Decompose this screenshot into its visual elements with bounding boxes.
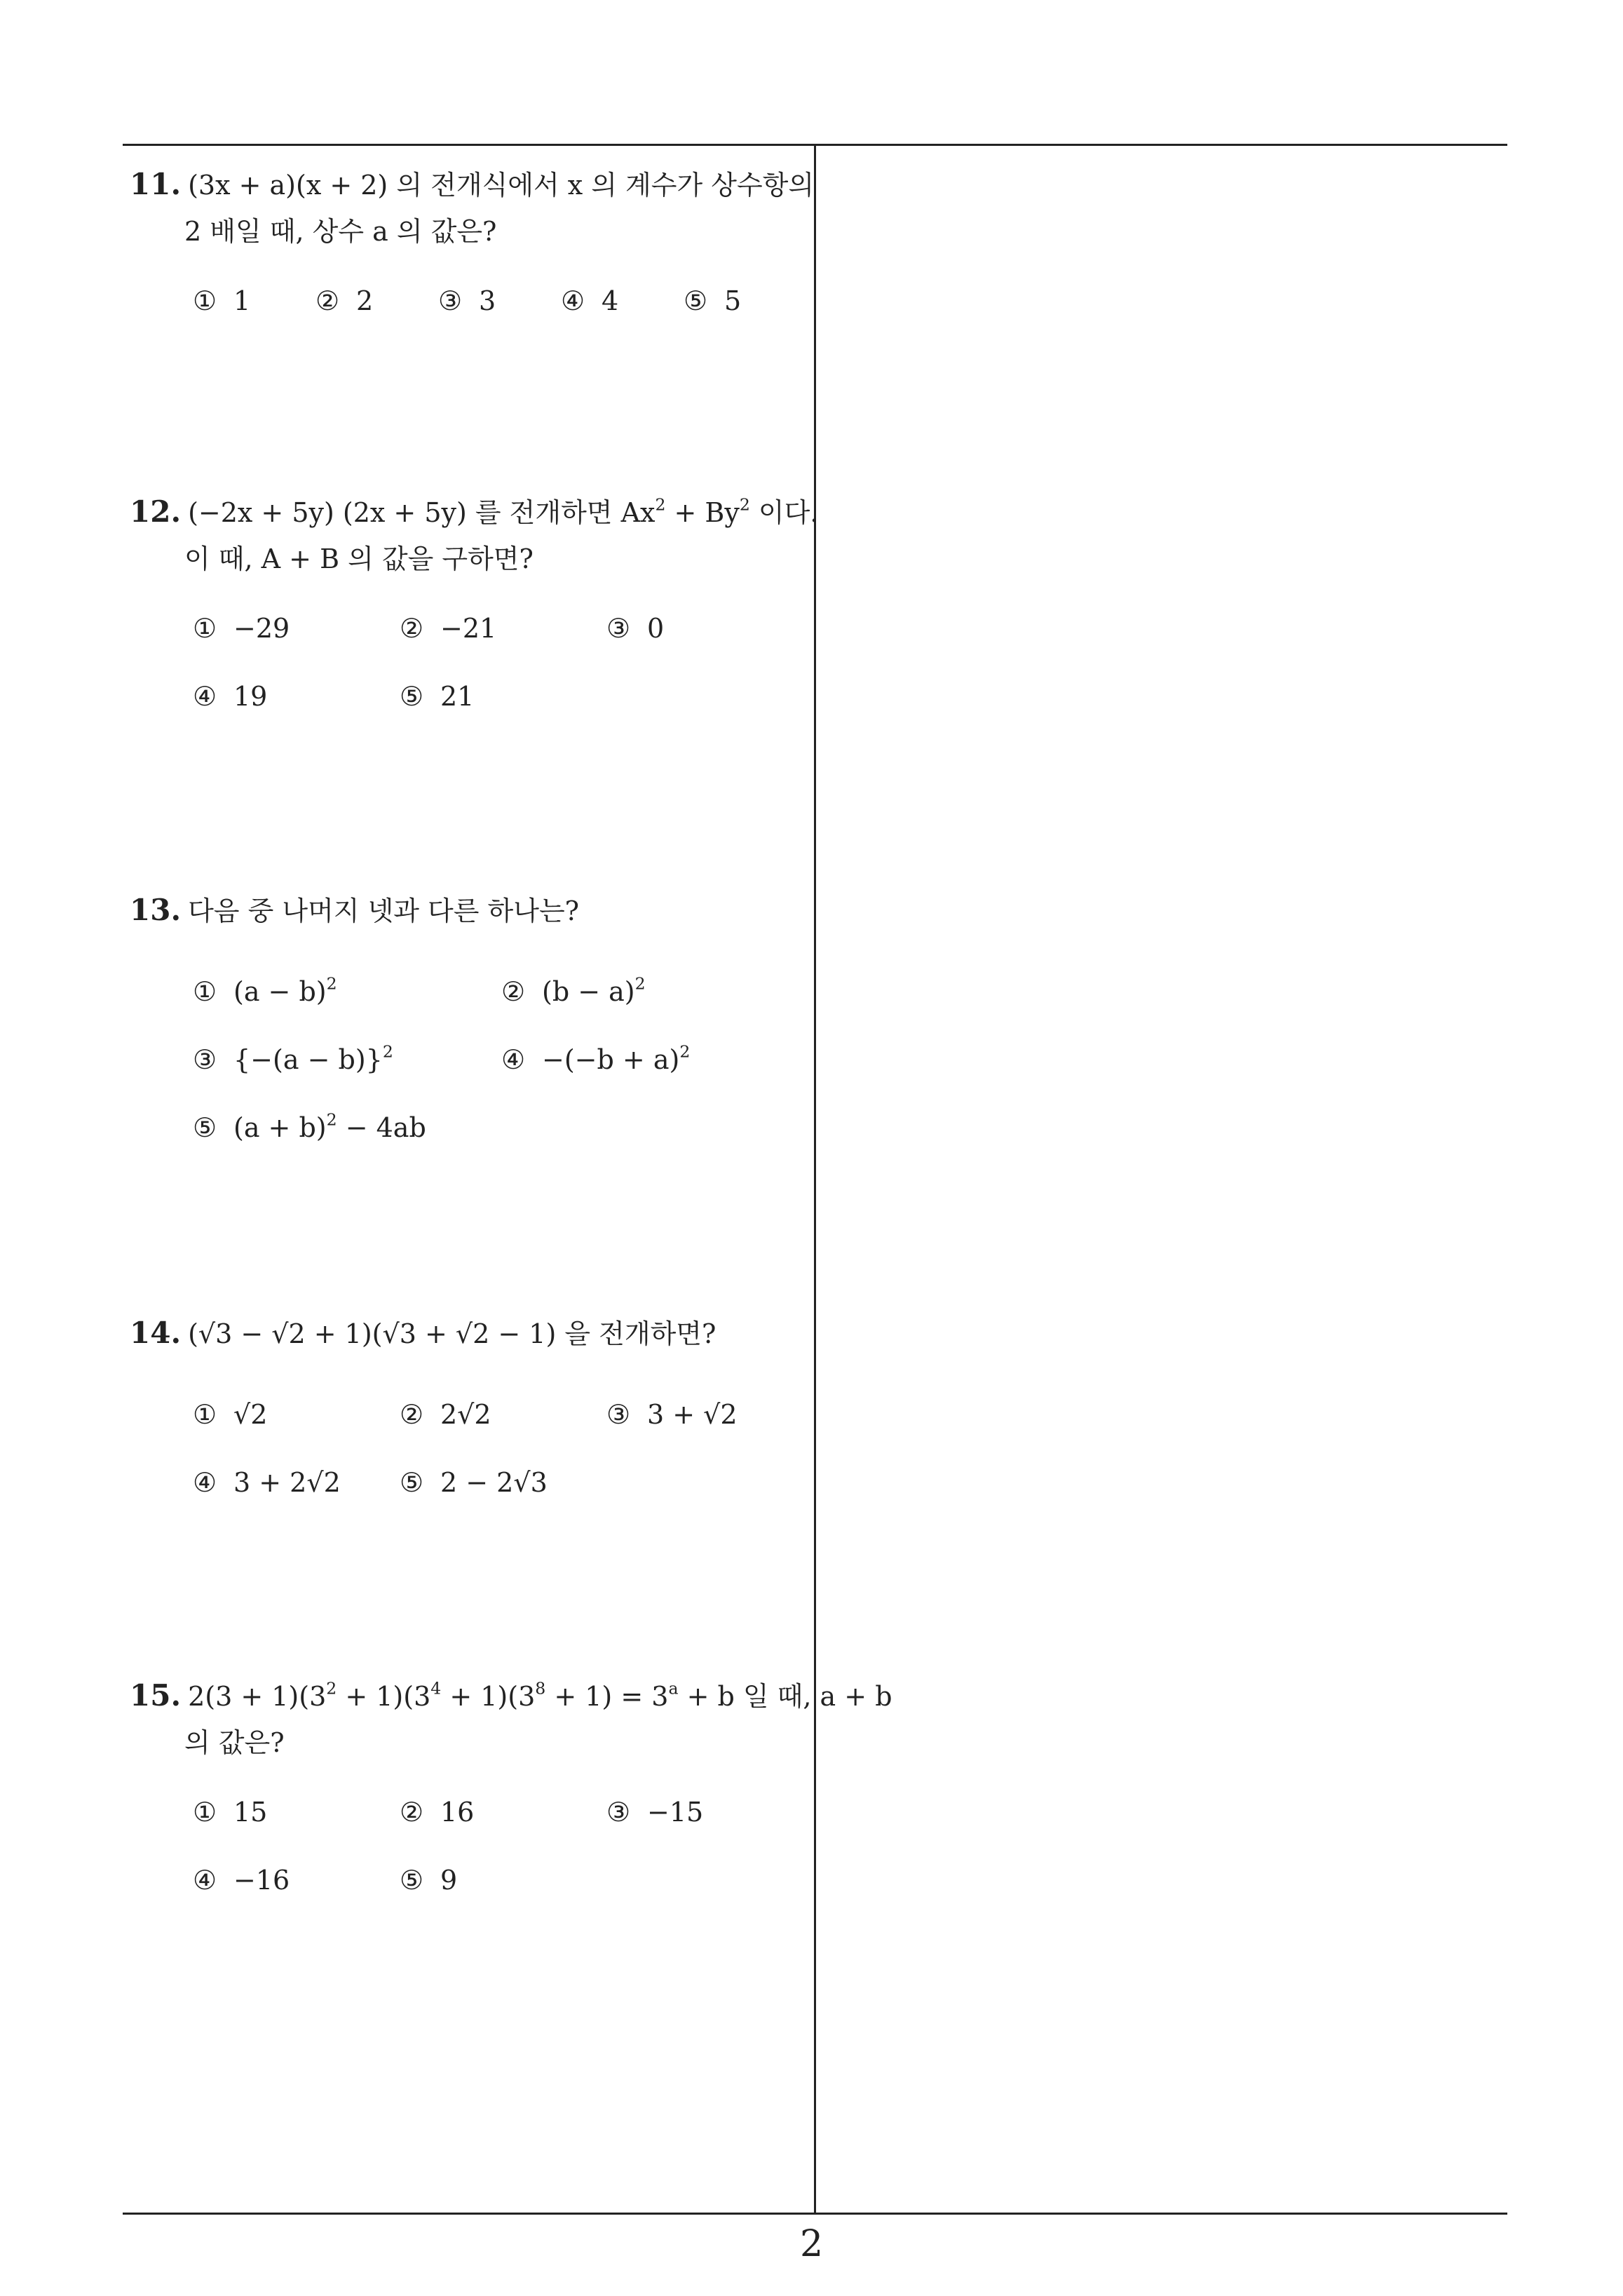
choice-2[interactable]: ② $(b - a)^2$ xyxy=(501,973,646,1007)
question-line: 15. $2(3 + 1)(3^2 + 1)(3^4 + 1)(3^8 + 1) = 3^a + b$ 일 때, a + b xyxy=(130,1678,892,1713)
choice-2[interactable]: ② −21 xyxy=(400,613,497,644)
choice-2[interactable]: ② 2 xyxy=(315,285,374,316)
problem-14 xyxy=(130,1310,806,1511)
choice-3[interactable]: ③ 3 + √2 xyxy=(606,1399,738,1430)
choice-3[interactable]: ③ $\{-(a - b)\}^2$ xyxy=(193,1041,393,1075)
choices xyxy=(130,285,806,327)
choice-3[interactable]: ③ −15 xyxy=(606,1797,704,1828)
question-text: (3x + a)(x + 2) 의 전개식에서 x 의 계수가 상수항의 xyxy=(188,170,815,201)
question-line xyxy=(130,1310,806,1357)
problem-13 xyxy=(130,887,806,1152)
choice-1[interactable]: ① −29 xyxy=(193,613,290,644)
question-text-cont: 2 배일 때, 상수 a 의 값은? xyxy=(184,216,497,247)
choices xyxy=(130,973,806,1152)
page-number: 2 xyxy=(799,2223,824,2265)
choice-4[interactable]: ④ $-(-b + a)^2$ xyxy=(501,1041,691,1075)
problem-number: 11. xyxy=(130,167,182,201)
problem-15 xyxy=(130,1673,892,1909)
question-line: 12. (−2x + 5y) (2x + 5y) 를 전개하면 $Ax^2 + By^2$ 이다. xyxy=(130,494,819,529)
choice-5[interactable]: ⑤ 21 xyxy=(400,681,475,712)
choice-1[interactable]: ① 15 xyxy=(193,1797,268,1828)
question-text: 다음 중 나머지 넷과 다른 하나는? xyxy=(188,896,580,926)
problem-number: 15. xyxy=(130,1678,182,1713)
choices xyxy=(130,1797,806,1909)
question-line xyxy=(130,161,815,208)
bottom-rule xyxy=(123,2213,1507,2215)
problem-11 xyxy=(130,161,815,327)
choice-4[interactable]: ④ 3 + 2√2 xyxy=(193,1467,341,1498)
choice-2[interactable]: ② 16 xyxy=(400,1797,475,1828)
question-line xyxy=(130,887,806,934)
problem-number: 13. xyxy=(130,893,182,927)
choices xyxy=(130,1399,806,1511)
choice-3[interactable]: ③ 3 xyxy=(438,285,496,316)
choice-1[interactable]: ① 1 xyxy=(193,285,251,316)
problem-12 xyxy=(130,489,819,725)
question-text-cont: 의 값은? xyxy=(184,1727,285,1758)
choice-5[interactable]: ⑤ $(a + b)^2 - 4ab$ xyxy=(193,1109,426,1143)
choice-1[interactable]: ① $(a - b)^2$ xyxy=(193,973,337,1007)
choice-4[interactable]: ④ 4 xyxy=(561,285,619,316)
choice-5[interactable]: ⑤ 9 xyxy=(400,1865,458,1896)
choice-5[interactable]: ⑤ 2 − 2√3 xyxy=(400,1467,548,1498)
column-divider xyxy=(814,144,816,2215)
choice-1[interactable]: ① √2 xyxy=(193,1399,268,1430)
problem-number: 14. xyxy=(130,1316,182,1350)
choice-4[interactable]: ④ −16 xyxy=(193,1865,290,1896)
question-text: (√3 − √2 + 1)(√3 + √2 − 1) 을 전개하면? xyxy=(188,1318,717,1349)
choices xyxy=(130,613,806,725)
choice-5[interactable]: ⑤ 5 xyxy=(684,285,742,316)
choice-4[interactable]: ④ 19 xyxy=(193,681,268,712)
choice-2[interactable]: ② 2√2 xyxy=(400,1399,491,1430)
question-text-cont: 이 때, A + B 의 값을 구하면? xyxy=(184,543,534,574)
choice-3[interactable]: ③ 0 xyxy=(606,613,665,644)
problem-number: 12. xyxy=(130,494,182,529)
